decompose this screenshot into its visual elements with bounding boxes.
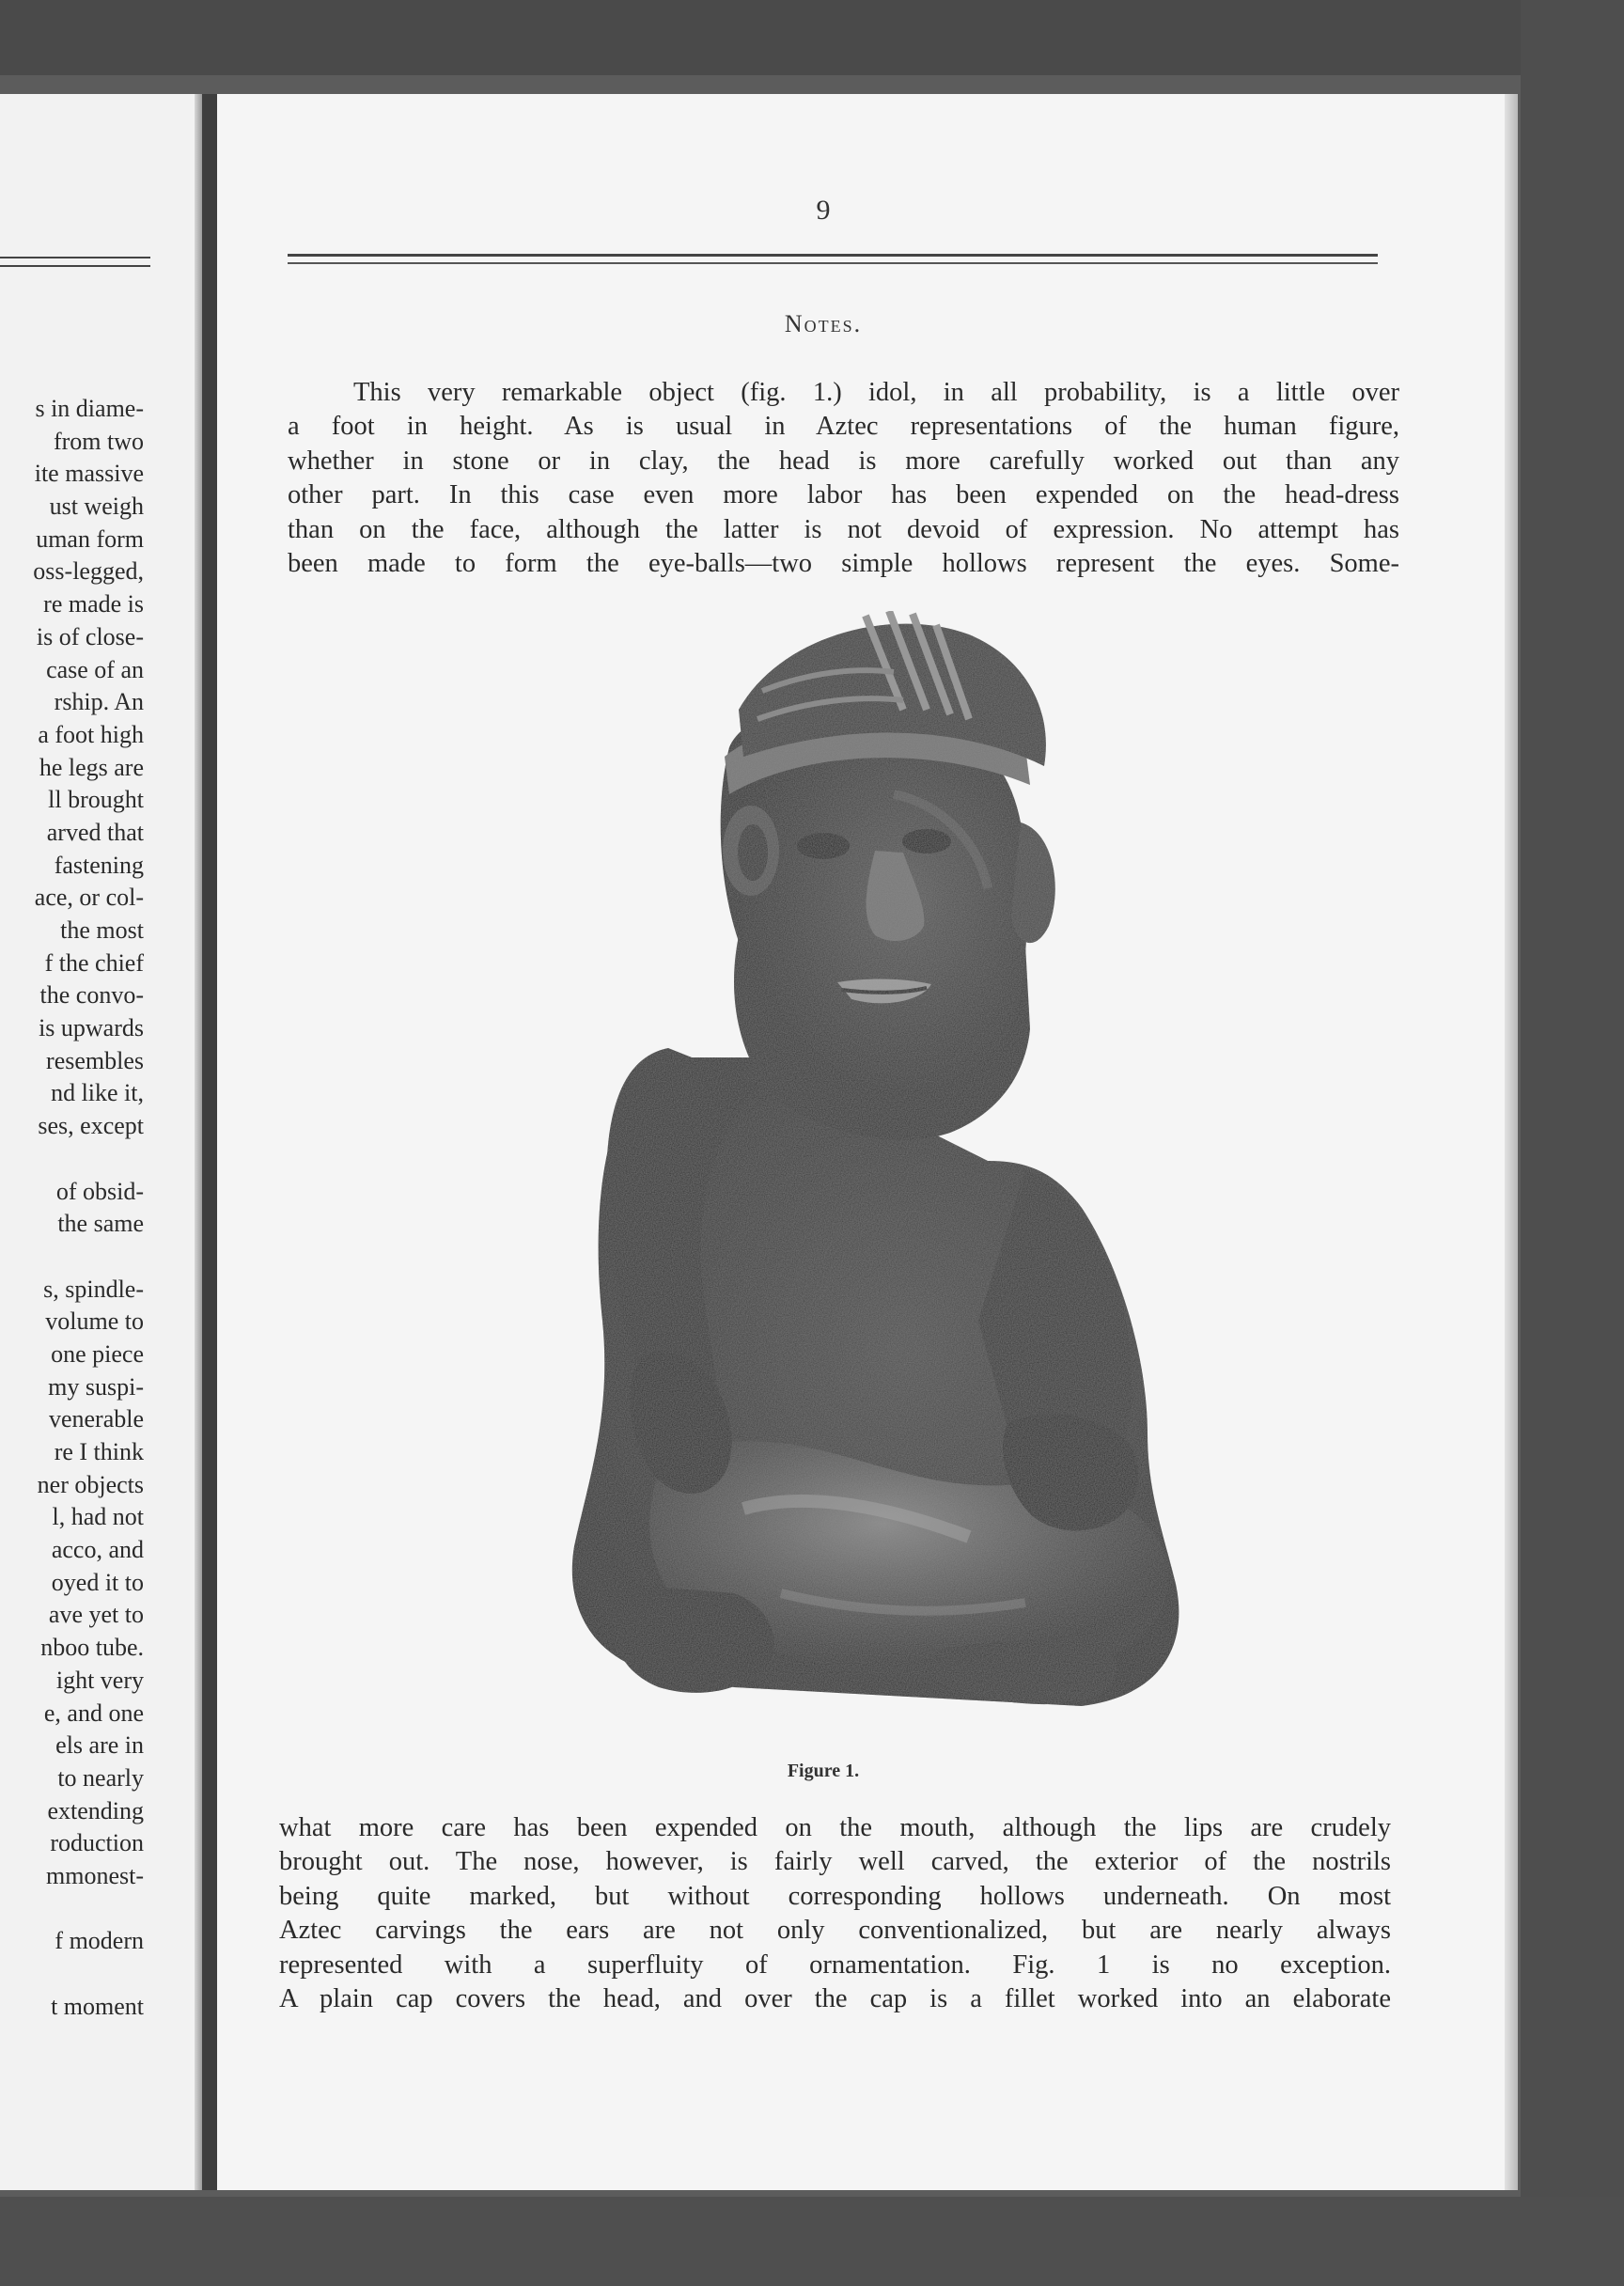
facing-page-line: ust weigh bbox=[49, 493, 144, 521]
facing-page-rule bbox=[0, 265, 150, 267]
facing-page-line: extending bbox=[47, 1796, 144, 1824]
facing-page-line: mmonest- bbox=[46, 1861, 144, 1889]
text-line: a foot in height. As is usual in Aztec representations of the human figure, bbox=[288, 412, 1399, 442]
scan-background-right bbox=[1521, 0, 1624, 2286]
facing-page-line: ner objects bbox=[37, 1470, 144, 1498]
facing-page-line: resembles bbox=[46, 1046, 144, 1074]
text-line: whether in stone or in clay, the head is more carefully worked out than any bbox=[288, 446, 1399, 476]
header-rule bbox=[288, 262, 1378, 264]
facing-page-line: ll brought bbox=[48, 786, 144, 814]
facing-page-rule bbox=[0, 257, 150, 258]
figure-1-image bbox=[499, 606, 1204, 1819]
facing-page-line: to nearly bbox=[57, 1763, 144, 1792]
text-line: A plain cap covers the head, and over the cap is a fillet worked into an elaborate bbox=[279, 1984, 1391, 2014]
facing-page-line: rship. An bbox=[54, 688, 144, 716]
facing-page-line: the convo- bbox=[39, 981, 144, 1010]
facing-page-line bbox=[0, 1893, 144, 1926]
facing-page-line: ace, or col- bbox=[34, 884, 144, 912]
facing-page-line: he legs are bbox=[39, 753, 144, 781]
facing-page-line: ses, except bbox=[38, 1112, 144, 1140]
section-heading: Notes. bbox=[784, 310, 863, 337]
facing-page-line: fastening bbox=[54, 851, 144, 879]
facing-page-line: t moment bbox=[51, 1992, 144, 2020]
facing-page-line: f the chief bbox=[44, 948, 144, 977]
facing-page-line: s, spindle- bbox=[43, 1275, 144, 1303]
facing-page-line: is of close- bbox=[36, 622, 144, 650]
facing-page-line: a foot high bbox=[38, 720, 144, 748]
facing-page-line: from two bbox=[53, 427, 144, 455]
facing-page-line: is upwards bbox=[39, 1014, 144, 1042]
text-line: than on the face, although the latter is not devoid of expression. No attempt has bbox=[288, 514, 1399, 544]
facing-page-line: ave yet to bbox=[48, 1601, 144, 1629]
facing-page-line: nboo tube. bbox=[40, 1634, 144, 1662]
facing-page-line: oss-legged, bbox=[33, 557, 144, 586]
text-line: This very remarkable object (fig. 1.) idol, in all probability, is a little over bbox=[353, 378, 1399, 407]
facing-page-line: nd like it, bbox=[51, 1079, 144, 1107]
facing-page-line bbox=[0, 1143, 144, 1176]
facing-page-line: of obsid- bbox=[55, 1177, 144, 1205]
facing-page-line: oyed it to bbox=[51, 1568, 144, 1596]
facing-page-line: the same bbox=[57, 1210, 144, 1238]
text-line: represented with a superfluity of ornamentation. Fig. 1 is no exception. bbox=[279, 1949, 1391, 1980]
facing-page-line: one piece bbox=[51, 1339, 144, 1368]
facing-page-line: ight very bbox=[55, 1666, 144, 1694]
text-line: being quite marked, but without corresponding hollows underneath. On most bbox=[279, 1881, 1391, 1911]
main-page bbox=[217, 94, 1518, 2190]
paragraph-intro bbox=[288, 376, 1399, 581]
scan-background-top bbox=[0, 0, 1624, 75]
facing-page-line: my suspi- bbox=[48, 1372, 144, 1401]
facing-page-line: the most bbox=[60, 916, 144, 944]
facing-page-line bbox=[0, 1958, 144, 1991]
figure-caption: Figure 1. bbox=[787, 1761, 860, 1781]
facing-page-line: uman form bbox=[36, 525, 144, 553]
page-number: 9 bbox=[816, 195, 831, 226]
facing-page-line: s in diame- bbox=[35, 395, 144, 422]
facing-page-line: venerable bbox=[48, 1405, 144, 1433]
facing-page-line: arved that bbox=[46, 818, 144, 846]
facing-page-line: re made is bbox=[43, 590, 144, 618]
facing-page-line: volume to bbox=[45, 1307, 144, 1336]
text-line: what more care has been expended on the mouth, although the lips are crudely bbox=[279, 1813, 1391, 1842]
header-rule bbox=[288, 254, 1378, 257]
text-line: brought out. The nose, however, is fairly well carved, the exterior of the nostrils bbox=[279, 1847, 1391, 1877]
scan-background-bottom bbox=[0, 2197, 1624, 2286]
book-gutter bbox=[202, 94, 217, 2190]
facing-page-line bbox=[0, 1241, 144, 1274]
text-line: been made to form the eye-balls—two simple hollows represent the eyes. Some- bbox=[288, 549, 1399, 579]
paragraph-description bbox=[279, 1811, 1391, 2016]
page-edge bbox=[1505, 94, 1518, 2190]
facing-page-text bbox=[0, 393, 144, 2023]
text-line: other part. In this case even more labor has been expended on the head-dress bbox=[288, 480, 1399, 510]
facing-page-line: f modern bbox=[55, 1927, 144, 1955]
facing-page-line: acco, and bbox=[51, 1536, 144, 1564]
facing-page-line: re I think bbox=[54, 1438, 144, 1465]
facing-page-line: e, and one bbox=[43, 1699, 144, 1727]
facing-page-line: ite massive bbox=[34, 460, 144, 488]
facing-page-line: roduction bbox=[50, 1829, 144, 1857]
facing-page-line: els are in bbox=[55, 1731, 144, 1760]
facing-page bbox=[0, 94, 202, 2190]
text-line: Aztec carvings the ears are not only conventionalized, but are nearly always bbox=[279, 1916, 1391, 1946]
facing-page-line: case of an bbox=[46, 655, 144, 683]
facing-page-line: l, had not bbox=[52, 1503, 144, 1531]
